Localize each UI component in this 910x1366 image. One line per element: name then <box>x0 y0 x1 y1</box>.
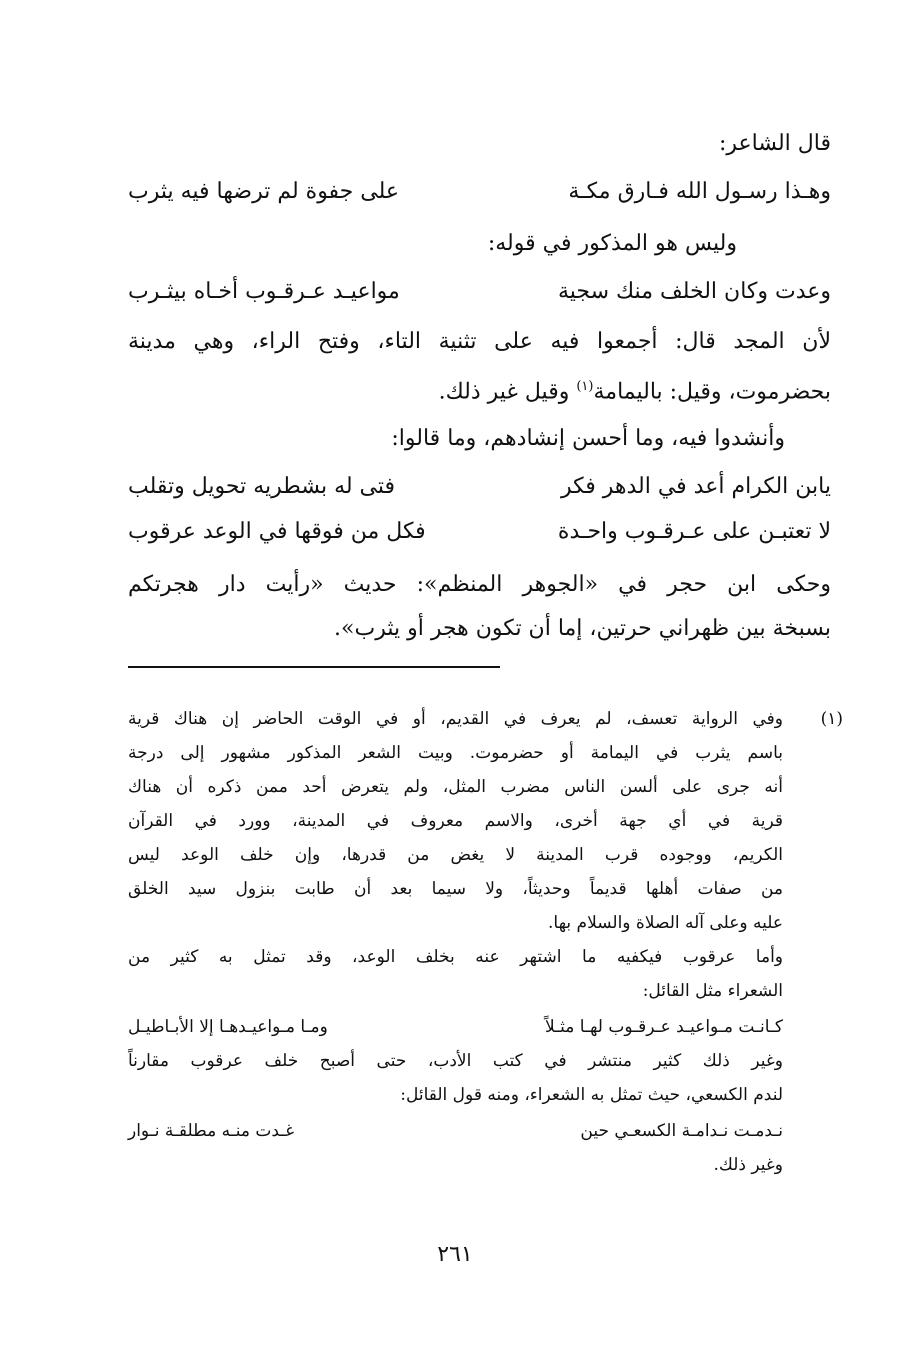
footnote-line: الشعراء مثل القائل: <box>642 981 783 1001</box>
verse-line <box>128 177 831 207</box>
footnote-line: لندم الكسعي، حيث تمثل به الشعراء، ومنه قول القائل: <box>400 1085 783 1105</box>
paragraph-text: بسبخة بين ظهراني حرتين، إما أن تكون هجر أو يثرب». <box>334 616 831 641</box>
footnote-line: وأما عرقوب فيكفيه ما اشتهر عنه بخلف الوعد، وقد تمثل به كثير من <box>128 947 783 967</box>
paragraph-text: لأن المجد قال: أجمعوا فيه على تثنية التاء، وفتح الراء، وهي مدينة <box>128 329 831 354</box>
footnote-line: عليه وعلى آله الصلاة والسلام بها. <box>548 913 783 933</box>
footnote-line: قرية في أي جهة أخرى، والاسم معروف في المدينة، وورد في القرآن <box>128 811 783 831</box>
paragraph-text: وحكى ابن حجر في «الجوهر المنظم»: حديث «رأيت دار هجرتكم <box>128 572 831 597</box>
verse-second-hemistich: فتى له بشطريه تحويل وتقلب <box>128 474 396 499</box>
footnote-line: الكريم، ووجوده قرب المدينة لا يغض من قدرها، وإن خلف الوعد ليس <box>128 845 783 865</box>
footnote-line: وفي الرواية تعسف، لم يعرف في القديم، أو في الوقت الحاضر إن هناك قرية <box>128 709 783 729</box>
verse-line <box>128 277 831 307</box>
verse-first-hemistich: وعدت وكان الخلف منك سجية <box>557 279 831 304</box>
footnote-reference[interactable]: (١) <box>576 379 594 394</box>
footnote-line: وغير ذلك كثير منتشر في كتب الأدب، حتى أصبح خلف عرقوب مقارناً <box>128 1051 783 1071</box>
footnote-verse-line <box>128 1014 783 1040</box>
footnote-verse-line <box>128 1118 783 1144</box>
footnote-line: من صفات أهلها قديماً وحديثاً، ولا سيما بعد أن طابت بنزول سيد الخلق <box>128 879 783 899</box>
paragraph-text: وأنشدوا فيه، وما أحسن إنشادهم، وما قالوا: <box>391 426 785 451</box>
paragraph-text-part: بحضرموت، وقيل: باليمامة <box>593 379 831 405</box>
verse-second-hemistich: ومـا مـواعيـدهـا إلا الأبـاطيـل <box>128 1017 328 1037</box>
verse-first-hemistich: وهـذا رسـول الله فـارق مكـة <box>568 179 831 204</box>
verse-first-hemistich: نـدمـت نـدامـة الكسعـي حين <box>580 1121 783 1141</box>
verse-second-hemistich: مواعيـد عـرقـوب أخـاه بيثـرب <box>128 279 400 304</box>
footnote-line: وغير ذلك. <box>713 1155 783 1175</box>
verse-first-hemistich: لا تعتبـن على عـرقـوب واحـدة <box>557 519 831 544</box>
verse-second-hemistich: على جفوة لم ترضها فيه يثرب <box>128 179 400 204</box>
verse-line <box>128 517 831 547</box>
verse-first-hemistich: كـانـت مـواعيـد عـرقـوب لهـا مثـلاً <box>545 1017 783 1037</box>
footnote-marker: (١) <box>820 709 843 729</box>
paragraph-text: وليس هو المذكور في قوله: <box>487 231 737 256</box>
verse-second-hemistich: فكل من فوقها في الوعد عرقوب <box>128 519 426 544</box>
footnote-separator <box>128 666 500 668</box>
paragraph-poet-intro: قال الشاعر: <box>718 131 831 156</box>
verse-line <box>128 472 831 502</box>
verse-first-hemistich: يابن الكرام أعد في الدهر فكر <box>560 474 831 499</box>
paragraph-text-part: وقيل غير ذلك. <box>438 379 577 405</box>
paragraph-text <box>128 372 831 407</box>
page-number: ٢٦١ <box>437 1242 473 1267</box>
footnote-line: أنه جرى على ألسن الناس مضرب المثل، ولم يتعرض أحد ممن ذكره أن هناك <box>128 777 783 797</box>
footnote-line: باسم يثرب في اليمامة أو حضرموت. وبيت الشعر المذكور مشهور إلى درجة <box>128 743 783 763</box>
verse-second-hemistich: غـدت منـه مطلقـة نـوار <box>128 1121 295 1141</box>
